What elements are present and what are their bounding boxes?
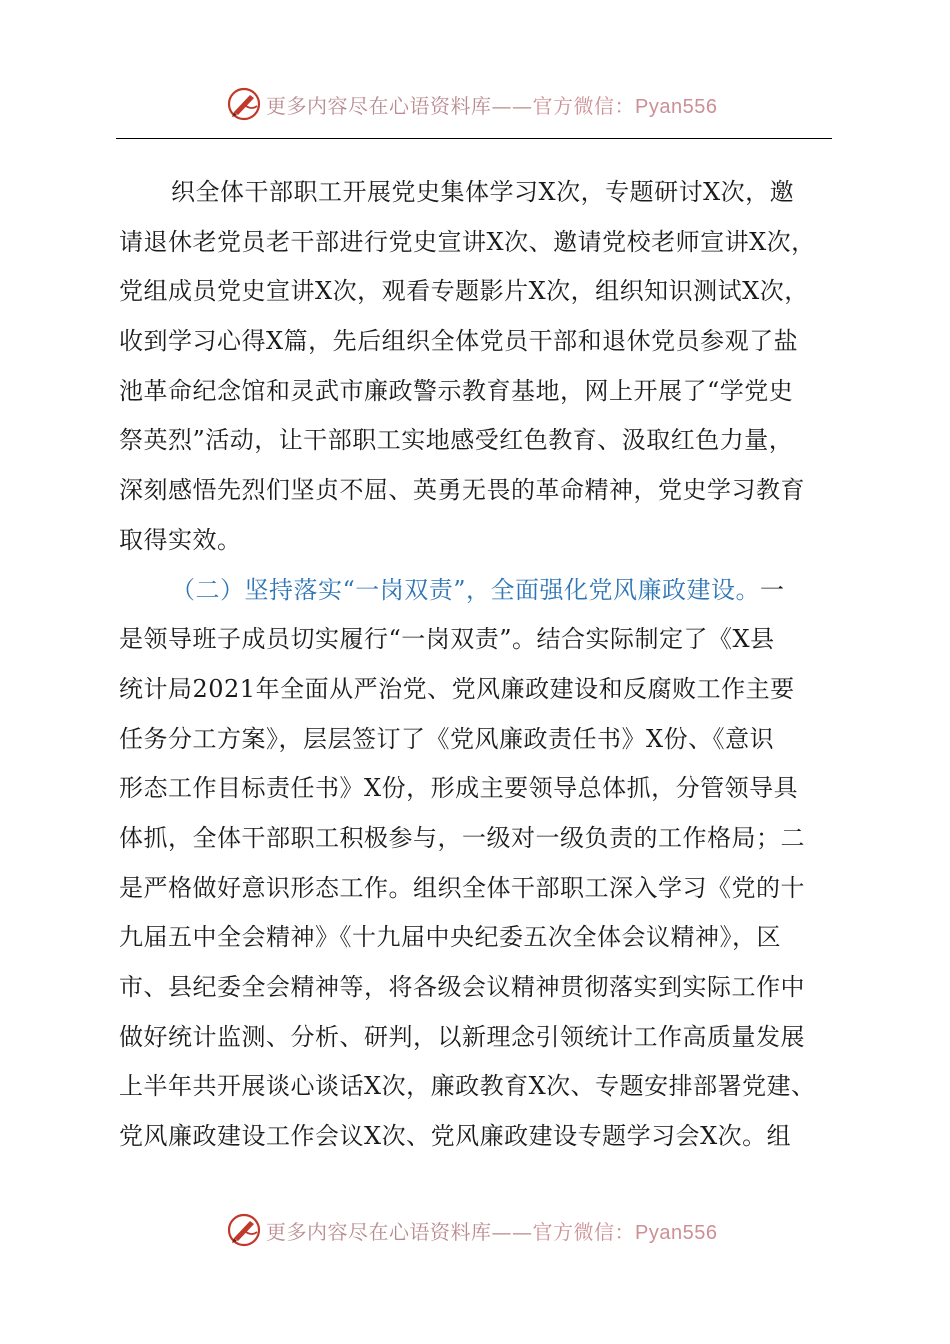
paragraph-line: 请退休老党员老干部进行党史宣讲X次、邀请党校老师宣讲X次， [119,227,816,256]
paragraph-line: 形态工作目标责任书》X份，形成主要领导总体抓，分管领导具 [119,774,799,803]
paragraph-line: 织全体干部职工开展党史集体学习X次，专题研讨X次，邀 [171,178,795,206]
paragraph-line: 党组成员党史宣讲X次，观看专题影片X次，组织知识测试X次， [119,277,809,306]
paragraph-line: 九届五中全会精神》《十九届中央纪委五次全体会议精神》，区 [119,923,781,952]
paragraph-line: 上半年共开展谈心谈话X次，廉政教育X次、专题安排部署党建、 [119,1072,816,1101]
paragraph-line: 祭英烈”活动，让干部职工实地感受红色教育、汲取红色力量， [119,426,794,455]
footer-banner [226,1210,717,1250]
paragraph-line: 党风廉政建设工作会议X次、党风廉政建设专题学习会X次。组 [119,1122,792,1151]
header-divider [116,138,832,139]
pen-logo-icon [226,86,262,122]
pen-logo-icon [226,1212,262,1248]
header-banner [226,84,717,124]
paragraph-line: 收到学习心得X篇，先后组织全体党员干部和退休党员参观了盐 [119,327,799,356]
paragraph-line: 是领导班子成员切实履行“一岗双责”。结合实际制定了《X县 [119,625,775,654]
paragraph-line: 体抓，全体干部职工积极参与，一级对一级负责的工作格局；二 [119,823,805,852]
paragraph-line: 做好统计监测、分析、研判，以新理念引领统计工作高质量发展 [119,1022,805,1051]
paragraph-line: 池革命纪念馆和灵武市廉政警示教育基地，网上开展了“学党史 [119,376,794,405]
document-body [119,168,835,1162]
section-heading-line [119,566,835,616]
paragraph-line: 市、县纪委全会精神等，将各级会议精神贯彻落实到实际工作中 [119,973,805,1001]
section-heading: （二）坚持落实“一岗双责”，全面强化党风廉政建设。 [171,575,761,604]
paragraph-line: 统计局2021年全面从严治党、党风廉政建设和反腐败工作主要 [119,674,795,703]
paragraph-line: 是严格做好意识形态工作。组织全体干部职工深入学习《党的十 [119,873,805,902]
footer-banner-text: 更多内容尽在心语资料库——官方微信：Pyan556 [266,1219,718,1244]
paragraph-line-tail: 一 [760,575,785,604]
paragraph-line: 任务分工方案》，层层签订了《党风廉政责任书》X份、《意识 [119,724,775,753]
paragraph-line: 取得实效。 [119,525,242,554]
paragraph-line: 深刻感悟先烈们坚贞不屈、英勇无畏的革命精神，党史学习教育 [119,476,805,505]
header-banner-text: 更多内容尽在心语资料库——官方微信：Pyan556 [266,93,718,118]
